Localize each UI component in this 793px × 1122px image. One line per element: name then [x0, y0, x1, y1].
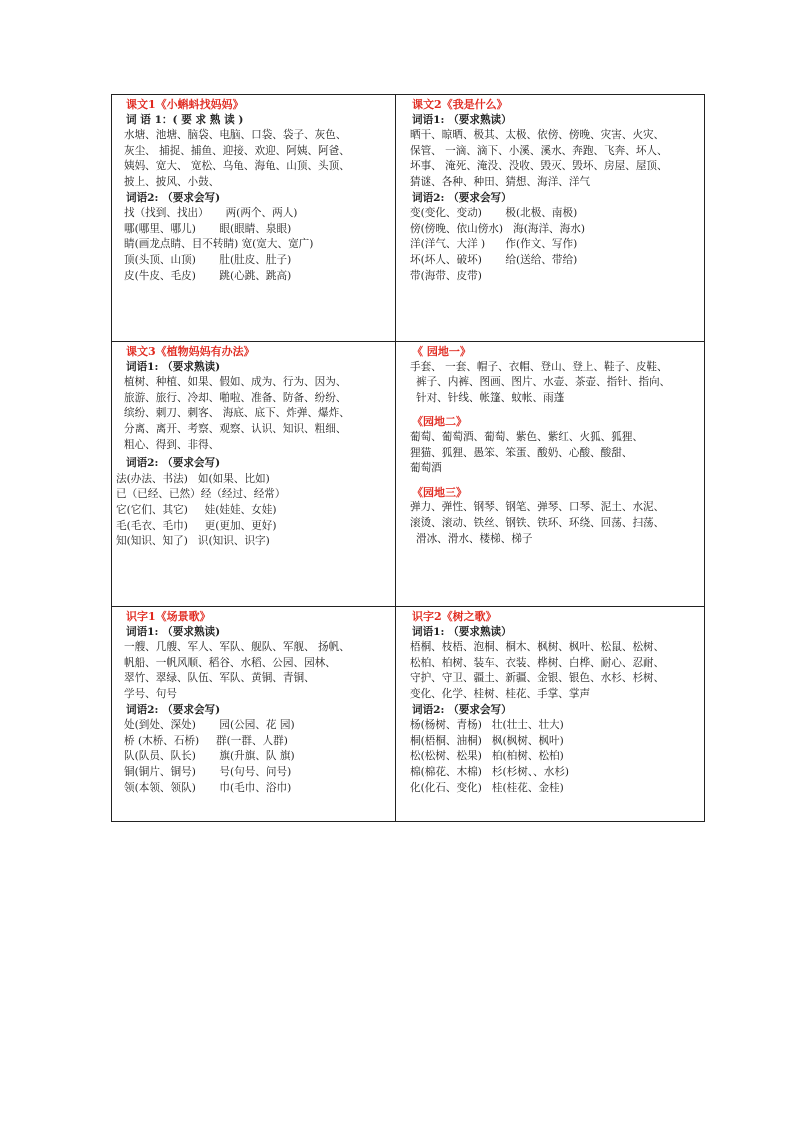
write-line: 桐(梧桐、油桐) 枫(枫树、枫叶) — [410, 734, 564, 747]
vocabulary-table — [111, 94, 705, 822]
read-line: 旅游、旅行、冷却、啪啦、准备、防备、纷纷、 — [124, 391, 347, 404]
write-line: 桥 (木桥、石桥) 群(一群、人群) — [124, 734, 288, 747]
read-header: 词语1: （要求熟读） — [412, 113, 512, 126]
garden-line: 滑冰、滑水、楼梯、梯子 — [416, 532, 533, 545]
read-line: 坏事、 淹死、淹没、没收、毁灭、毁坏、房屋、屋顶、 — [410, 160, 668, 173]
write-line: 顶(头顶、山顶) 肚(肚皮、肚子) — [124, 253, 292, 266]
write-line: 铜(铜片、铜号) 号(句号、问号) — [124, 765, 292, 778]
cell-title: 课文2《我是什么》 — [412, 98, 508, 111]
read-header: 词语1: （要求熟读） — [412, 625, 512, 638]
garden-line: 滚烫、滚动、铁丝、钢铁、铁环、环绕、回荡、扫荡、 — [410, 516, 665, 529]
garden-2-title: 《园地二》 — [412, 415, 467, 429]
read-line: 松柏、柏树、装车、衣装、桦树、白桦、耐心、忍耐、 — [410, 656, 665, 669]
write-line: 皮(牛皮、毛皮) 跳(心跳、跳高) — [124, 269, 292, 282]
garden-3-title: 《园地三》 — [412, 485, 467, 499]
write-line: 化(化石、变化) 桂(桂花、金桂) — [410, 781, 564, 794]
cell-lesson-3 — [112, 342, 396, 607]
read-line: 翠竹、翠绿、队伍、军队、黄铜、青铜、 — [124, 672, 315, 685]
garden-line: 葡萄、葡萄酒、葡萄、紫色、紫红、火狐、狐狸、 — [410, 430, 644, 443]
cell-lesson-2 — [396, 95, 705, 342]
read-header: 词语1: （要求熟读) — [126, 625, 221, 638]
read-line: 粗心、得到、非得、 — [124, 438, 220, 451]
write-header: 词语2: （要求会写） — [412, 703, 512, 716]
cell-title: 识字2《树之歌》 — [412, 610, 497, 623]
cell-title: 课文1《小蝌蚪找妈妈》 — [126, 98, 244, 111]
read-line: 缤纷、刺刀、刺客、 海底、底下、炸弹、爆炸、 — [124, 407, 350, 420]
read-line: 一艘、几艘、军人、军队、舰队、军舰、 扬帆、 — [124, 641, 350, 654]
write-line: 领(本领、领队) 巾(毛巾、浴巾) — [124, 781, 292, 794]
write-line: 变(变化、变动) 极(北极、南极) — [410, 207, 578, 220]
read-line: 晒干、晾晒、极其、太极、依傍、傍晚、灾害、火灾、 — [410, 129, 665, 142]
cell-lesson-1 — [112, 95, 396, 342]
read-header: 词 语 1：( 要 求 熟 读 ) — [126, 113, 244, 126]
read-line: 变化、化学、桂树、桂花、手掌、掌声 — [410, 687, 591, 700]
write-line: 知(知识、知了) 识(知识、识字) — [116, 535, 270, 548]
cell-literacy-1 — [112, 607, 396, 822]
write-header: 词语2: （要求会写) — [126, 457, 221, 470]
garden-line: 针对、针线、帐篷、蚊帐、雨蓬 — [416, 391, 565, 404]
write-line: 已（已经、已然）经（经过、经常） — [116, 488, 286, 501]
read-line: 灰尘、 捕捉、捕鱼、迎接、欢迎、阿姨、阿爸、 — [124, 144, 350, 157]
write-header: 词语2: （要求会写) — [126, 191, 221, 204]
cell-garden — [396, 342, 705, 607]
read-line: 植树、种植、如果、假如、成为、行为、因为、 — [124, 376, 347, 389]
read-line: 姨妈、宽大、 宽松、乌龟、海龟、山顶、头顶、 — [124, 160, 350, 173]
write-line: 杨(杨树、青杨) 壮(壮士、壮大) — [410, 719, 564, 732]
write-line: 傍(傍晚、依山傍水) 海(海洋、海水) — [410, 222, 585, 235]
garden-line: 狸猫、狐狸、愚笨、笨蛋、酸奶、心酸、酸甜、 — [410, 446, 633, 459]
garden-line: 弹力、弹性、钢琴、钢笔、弹琴、口琴、泥土、水泥、 — [410, 501, 665, 514]
write-line: 它(它们、其它) 娃(娃娃、女娃) — [116, 503, 277, 516]
read-line: 守护、守卫、疆土、新疆、金银、银色、水杉、杉树、 — [410, 672, 665, 685]
garden-1-title: 《 园地一》 — [412, 345, 471, 358]
read-line: 梧桐、枝梧、泡桐、桐木、枫树、枫叶、松鼠、松树、 — [410, 641, 665, 654]
write-line: 睛(画龙点睛、目不转睛) 宽(宽大、宽广) — [124, 238, 314, 251]
write-header: 词语2: （要求会写） — [412, 191, 512, 204]
read-line: 分离、离开、考察、观察、认识、知识、粗细、 — [124, 422, 347, 435]
write-line: 处(到处、深处) 园(公园、花 园) — [124, 719, 295, 732]
garden-line: 裤子、内裤、图画、图片、水壶、茶壶、指针、指向、 — [416, 376, 671, 389]
cell-title: 识字1《场景歌》 — [126, 610, 211, 623]
cell-literacy-2 — [396, 607, 705, 822]
read-line: 水塘、池塘、脑袋、电脑、口袋、袋子、灰色、 — [124, 129, 347, 142]
write-line: 找（找到、找出） 两(两个、两人) — [124, 207, 298, 220]
garden-line: 手套、 一套、帽子、衣帽、登山、登上、鞋子、皮鞋、 — [410, 360, 668, 373]
cell-title: 课文3《植物妈妈有办法》 — [126, 345, 255, 358]
write-line: 坏(坏人、破坏) 给(送给、带给) — [410, 253, 578, 266]
garden-line: 葡萄酒 — [410, 462, 442, 475]
write-line: 哪(哪里、哪儿) 眼(眼睛、泉眼) — [124, 222, 292, 235]
write-header: 词语2: （要求会写) — [126, 703, 221, 716]
write-line: 松(松树、松果) 柏(柏树、松柏) — [410, 750, 564, 763]
read-line: 帆船、一帆风顺、稻谷、水稻、公园、园林、 — [124, 656, 336, 669]
write-line: 法(办法、书法) 如(如果、比如) — [116, 472, 270, 485]
write-line: 洋(洋气、大洋 ) 作(作文、写作) — [410, 238, 578, 251]
write-line: 毛(毛衣、毛巾) 更(更加、更好) — [116, 519, 277, 532]
read-line: 学号、句号 — [124, 687, 177, 700]
read-line: 保管、 一滴、滴下、小溪、溪水、奔跑、飞奔、坏人、 — [410, 144, 668, 157]
write-line: 队(队员、队长) 旗(升旗、队 旗) — [124, 750, 295, 763]
read-header: 词语1: （要求熟读) — [126, 360, 221, 373]
read-line: 猜谜、各种、种田、猜想、海洋、洋气 — [410, 175, 591, 188]
write-line: 棉(棉花、木棉) 杉(杉树、、水杉) — [410, 765, 570, 778]
read-line: 披上、披风、小鼓、 — [124, 175, 220, 188]
write-line: 带(海带、皮带) — [410, 269, 482, 282]
